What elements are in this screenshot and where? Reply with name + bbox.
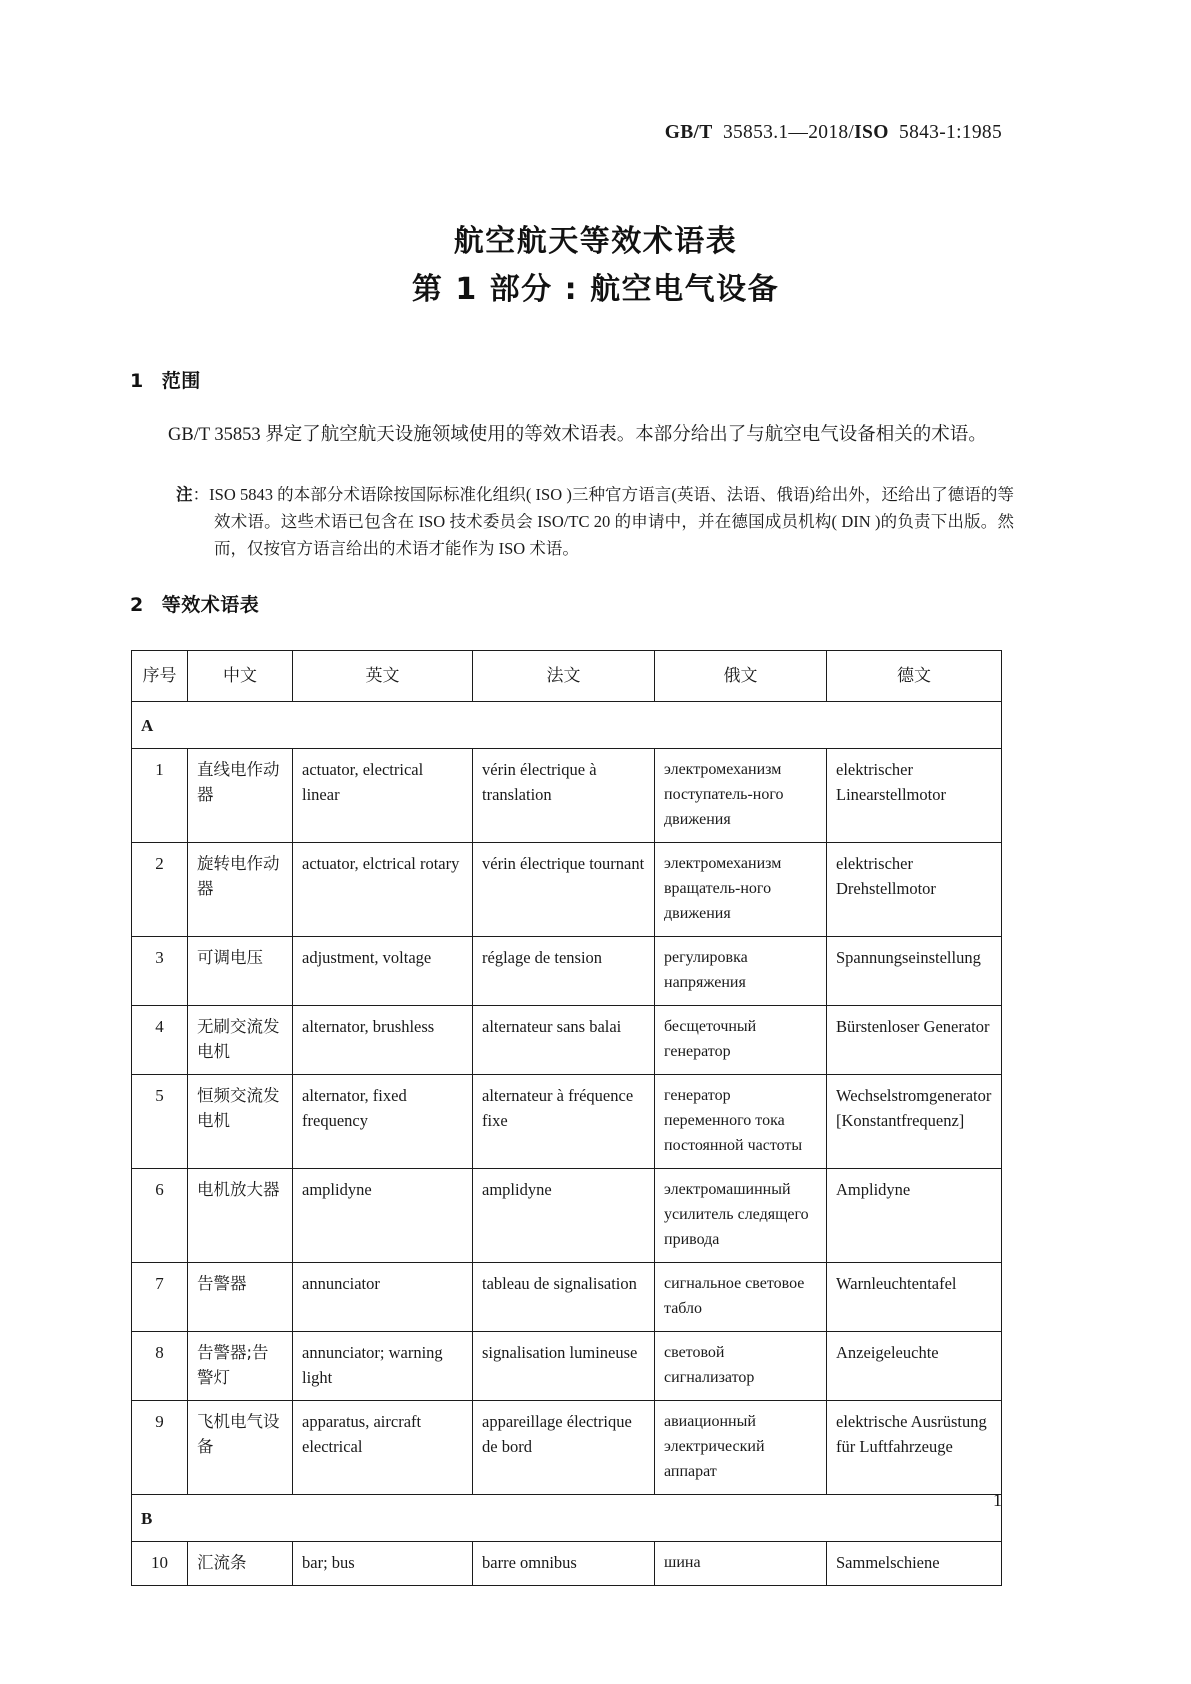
cell-french: amplidyne bbox=[473, 1169, 655, 1263]
cell-german: elektrischer Linearstellmotor bbox=[827, 749, 1002, 843]
table-header bbox=[132, 651, 1002, 702]
equivalent-terms-table-wrapper bbox=[131, 650, 1001, 1586]
cell-german: Amplidyne bbox=[827, 1169, 1002, 1263]
cell-english: adjustment, voltage bbox=[293, 937, 473, 1006]
cell-french: appareillage électrique de bord bbox=[473, 1401, 655, 1495]
cell-chinese: 无刷交流发电机 bbox=[188, 1006, 293, 1075]
cell-french: alternateur à fréquence fixe bbox=[473, 1075, 655, 1169]
cell-number: 3 bbox=[132, 937, 188, 1006]
cell-number: 7 bbox=[132, 1263, 188, 1332]
cell-french: tableau de signalisation bbox=[473, 1263, 655, 1332]
table-row bbox=[132, 1401, 1002, 1495]
scope-paragraph: GB/T 35853 界定了航空航天设施领域使用的等效术语表。本部分给出了与航空电气设备相关的术语。 bbox=[168, 425, 987, 445]
cell-german: Wechselstromgenerator [Konstantfrequenz] bbox=[827, 1075, 1002, 1169]
column-header-chinese: 中文 bbox=[188, 651, 293, 702]
table-header-row bbox=[132, 651, 1002, 702]
cell-english: apparatus, aircraft electrical bbox=[293, 1401, 473, 1495]
cell-english: annunciator bbox=[293, 1263, 473, 1332]
cell-french: vérin électrique à translation bbox=[473, 749, 655, 843]
cell-chinese: 恒频交流发电机 bbox=[188, 1075, 293, 1169]
cell-german: Bürstenloser Generator bbox=[827, 1006, 1002, 1075]
table-row bbox=[132, 1075, 1002, 1169]
cell-english: actuator, elctrical rotary bbox=[293, 843, 473, 937]
scope-note: 注：ISO 5843 的本部分术语除按国际标准化组织( ISO )三种官方语言(英语、法语、俄语)给出外，还给出了德语的等效术语。这些术语已包含在 ISO 技术委员会 ISO/TC 20 的申请中，并在德国成员机构( DIN )的负责下出版。然而，仅按官方语言给出的术语才能作为 ISO 术语。 bbox=[176, 485, 1015, 558]
cell-english: amplidyne bbox=[293, 1169, 473, 1263]
column-header-french: 法文 bbox=[473, 651, 655, 702]
column-header-russian: 俄文 bbox=[655, 651, 827, 702]
cell-russian: сигнальное световое табло bbox=[655, 1263, 827, 1332]
section-heading-terms bbox=[130, 590, 259, 617]
cell-russian: электромеханизм поступатель-ного движения bbox=[655, 749, 827, 843]
column-header-german: 德文 bbox=[827, 651, 1002, 702]
cell-chinese: 飞机电气设备 bbox=[188, 1401, 293, 1495]
section-heading-scope bbox=[130, 366, 201, 393]
cell-french: réglage de tension bbox=[473, 937, 655, 1006]
cell-russian: шина bbox=[655, 1542, 827, 1586]
cell-german: Anzeigeleuchte bbox=[827, 1332, 1002, 1401]
cell-chinese: 直线电作动器 bbox=[188, 749, 293, 843]
table-row bbox=[132, 749, 1002, 843]
cell-number: 6 bbox=[132, 1169, 188, 1263]
title-line-2: 第 1 部分 : 航空电气设备 bbox=[411, 272, 780, 307]
column-header-no: 序号 bbox=[132, 651, 188, 702]
cell-russian: световой сигнализатор bbox=[655, 1332, 827, 1401]
cell-english: alternator, brushless bbox=[293, 1006, 473, 1075]
cell-english: alternator, fixed frequency bbox=[293, 1075, 473, 1169]
cell-french: alternateur sans balai bbox=[473, 1006, 655, 1075]
table-row bbox=[132, 937, 1002, 1006]
table-letter-row bbox=[132, 702, 1002, 749]
cell-chinese: 电机放大器 bbox=[188, 1169, 293, 1263]
section-number: 2 bbox=[130, 594, 144, 616]
cell-german: Warnleuchtentafel bbox=[827, 1263, 1002, 1332]
page-title bbox=[0, 218, 1191, 314]
cell-chinese: 汇流条 bbox=[188, 1542, 293, 1586]
cell-german: Spannungseinstellung bbox=[827, 937, 1002, 1006]
header-standard-number: 35853.1—2018/ bbox=[722, 122, 855, 143]
cell-number: 8 bbox=[132, 1332, 188, 1401]
cell-russian: авиационный электрический аппарат bbox=[655, 1401, 827, 1495]
cell-chinese: 旋转电作动器 bbox=[188, 843, 293, 937]
cell-german: Sammelschiene bbox=[827, 1542, 1002, 1586]
cell-german: elektrische Ausrüstung für Luftfahrzeuge bbox=[827, 1401, 1002, 1495]
cell-chinese: 告警器;告警灯 bbox=[188, 1332, 293, 1401]
cell-chinese: 告警器 bbox=[188, 1263, 293, 1332]
cell-number: 9 bbox=[132, 1401, 188, 1495]
cell-number: 1 bbox=[132, 749, 188, 843]
table-row bbox=[132, 1263, 1002, 1332]
section-title: 范围 bbox=[161, 370, 201, 392]
cell-french: barre omnibus bbox=[473, 1542, 655, 1586]
section-title: 等效术语表 bbox=[161, 594, 260, 616]
table-row bbox=[132, 1332, 1002, 1401]
table-row bbox=[132, 1542, 1002, 1586]
cell-french: vérin électrique tournant bbox=[473, 843, 655, 937]
table-body bbox=[132, 702, 1002, 1586]
cell-russian: электромеханизм вращатель-ного движения bbox=[655, 843, 827, 937]
cell-russian: электромашинный усилитель следящего привода bbox=[655, 1169, 827, 1263]
cell-number: 4 bbox=[132, 1006, 188, 1075]
table-row bbox=[132, 843, 1002, 937]
title-line-1: 航空航天等效术语表 bbox=[453, 224, 738, 259]
cell-french: signalisation lumineuse bbox=[473, 1332, 655, 1401]
cell-russian: бесщеточный генератор bbox=[655, 1006, 827, 1075]
letter-group-label: A bbox=[132, 702, 1002, 749]
equivalent-terms-table bbox=[131, 650, 1002, 1586]
header-standard-prefix: GB/T bbox=[664, 122, 713, 143]
cell-russian: генератор переменного тока постоянной частоты bbox=[655, 1075, 827, 1169]
table-row bbox=[132, 1006, 1002, 1075]
letter-group-label: B bbox=[132, 1495, 1002, 1542]
column-header-english: 英文 bbox=[293, 651, 473, 702]
cell-german: elektrischer Drehstellmotor bbox=[827, 843, 1002, 937]
header-iso-number: 5843-1:1985 bbox=[899, 122, 1002, 143]
running-header: GB/T 35853.1—2018/ISO 5843-1:1985 bbox=[664, 122, 1002, 143]
section-number: 1 bbox=[130, 370, 144, 392]
table-row bbox=[132, 1169, 1002, 1263]
cell-english: bar; bus bbox=[293, 1542, 473, 1586]
page-number: 1 bbox=[993, 1490, 1002, 1510]
cell-number: 10 bbox=[132, 1542, 188, 1586]
cell-number: 2 bbox=[132, 843, 188, 937]
cell-english: annunciator; warning light bbox=[293, 1332, 473, 1401]
cell-english: actuator, electrical linear bbox=[293, 749, 473, 843]
cell-number: 5 bbox=[132, 1075, 188, 1169]
cell-russian: регулировка напряжения bbox=[655, 937, 827, 1006]
cell-chinese: 可调电压 bbox=[188, 937, 293, 1006]
